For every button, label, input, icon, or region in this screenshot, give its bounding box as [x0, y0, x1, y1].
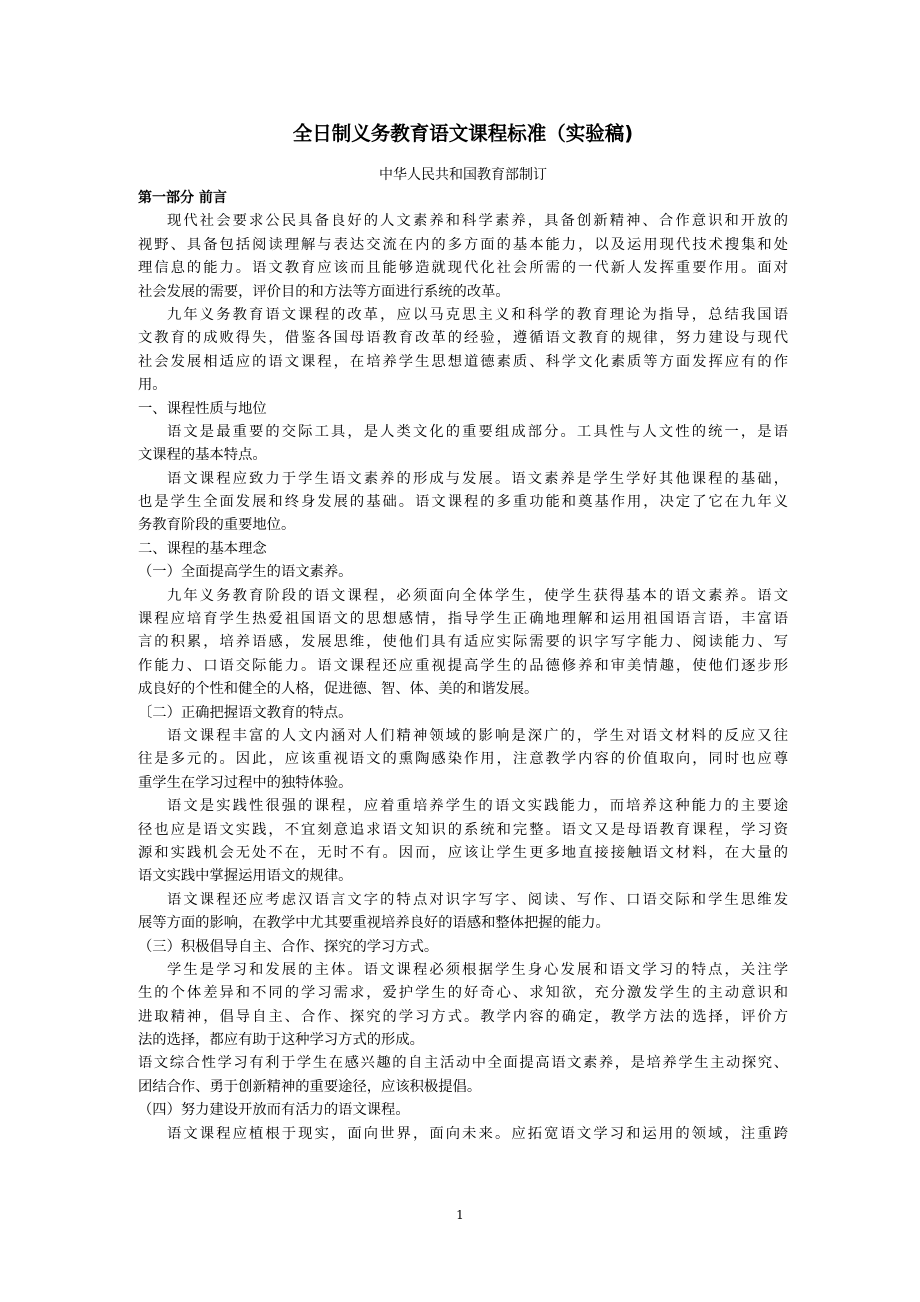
- text-line: 也是学生全面发展和终身发展的基础。语文课程的多重功能和奠基作用，决定了它在九年义: [138, 494, 788, 511]
- text-line: 语文是最重要的交际工具，是人类文化的重要组成部分。工具性与人文性的统一，是语: [167, 423, 788, 440]
- text-line: 语文课程还应考虑汉语言文字的特点对识字写字、阅读、写作、口语交际和学生思维发: [167, 891, 788, 908]
- text-line: 学生是学习和发展的主体。语文课程必须根据学生身心发展和语文学习的特点，关注学: [167, 961, 788, 978]
- text-line: 径也应是语文实践，不宜刻意追求语文知识的系统和完整。语文又是母语教育课程，学习资: [138, 821, 788, 838]
- page-number: 1: [456, 1208, 464, 1222]
- text-line: 语文是实践性很强的课程，应着重培养学生的语文实践能力，而培养这种能力的主要途: [167, 798, 788, 815]
- text-line: （四）努力建设开放而有活力的语文课程。: [138, 1102, 410, 1119]
- text-line: 九年义务教育阶段的语文课程，必须面向全体学生，使学生获得基本的语文素养。语文: [167, 587, 788, 604]
- text-line: 往是多元的。因此，应该重视语文的熏陶感染作用，注意教学内容的价值取向，同时也应尊: [138, 751, 788, 768]
- text-line: 言的积累，培养语感，发展思维，使他们具有适应实际需要的识字写字能力、阅读能力、写: [138, 634, 788, 651]
- text-line: 展等方面的影响，在教学中尤其要重视培养良好的语感和整体把握的能力。: [138, 915, 610, 932]
- text-line: 二、课程的基本理念: [138, 540, 267, 557]
- text-line: 社会发展相适应的语文课程，在培养学生思想道德素质、科学文化素质等方面发挥应有的作: [138, 353, 788, 370]
- document-text: [138, 187, 788, 1146]
- text-line: 社会发展的需要，评价目的和方法等方面进行系统的改革。: [138, 283, 510, 300]
- text-line: 成良好的个性和健全的人格，促进德、智、体、美的和谐发展。: [138, 681, 539, 698]
- text-line: 语文课程丰富的人文内涵对人们精神领域的影响是深广的，学生对语文材料的反应又往: [167, 727, 788, 744]
- text-line: （一）全面提高学生的语文素养。: [138, 564, 353, 581]
- text-line: 〔二）正确把握语文教育的特点。: [138, 704, 353, 721]
- text-line: 务教育阶段的重要地位。: [138, 517, 296, 534]
- text-line: 重学生在学习过程中的独特体验。: [138, 774, 353, 791]
- text-line: 法的选择，都应有助于这种学习方式的形成。: [138, 1032, 424, 1049]
- text-line: （三）积极倡导自主、合作、探究的学习方式。: [138, 938, 439, 955]
- document-title: 全日制义务教育语文课程标准（实验稿): [292, 122, 634, 145]
- text-line: 现代社会要求公民具备良好的人文素养和科学素养，具备创新精神、合作意识和开放的: [167, 213, 788, 230]
- text-line: 语文课程应致力于学生语文素养的形成与发展。语文素养是学生学好其他课程的基础，: [167, 470, 788, 487]
- text-line: 源和实践机会无处不在，无时不有。因而，应该让学生更多地直接接触语文材料，在大量的: [138, 844, 788, 861]
- text-line: 一、课程性质与地位: [138, 400, 267, 417]
- text-line: 作能力、口语交际能力。语文课程还应重视提高学生的品德修养和审美情趣，使他们逐步形: [138, 657, 788, 674]
- text-line: 视野、具备包括阅读理解与表达交流在内的多方面的基本能力，以及运用现代技术搜集和处: [138, 236, 788, 253]
- text-line: 第一部分 前言: [138, 190, 227, 206]
- text-line: 进取精神，倡导自主、合作、探究的学习方式。教学内容的确定，教学方法的选择，评价方: [138, 1008, 788, 1025]
- text-line: 语文课程应植根于现实，面向世界，面向未来。应拓宽语文学习和运用的领域，注重跨: [167, 1125, 788, 1142]
- text-line: 语文综合性学习有利于学生在感兴趣的自主活动中全面提高语文素养，是培养学生主动探究、: [138, 1055, 788, 1072]
- text-line: 语文实践中掌握运用语文的规律。: [138, 868, 353, 885]
- text-line: 生的个体差异和不同的学习需求，爱护学生的好奇心、求知欲，充分激发学生的主动意识和: [138, 985, 788, 1002]
- text-line: 用。: [138, 377, 167, 394]
- text-line: 理信息的能力。语文教育应该而且能够造就现代化社会所需的一代新人发挥重要作用。面对: [138, 260, 788, 277]
- text-line: 文课程的基本特点。: [138, 447, 267, 464]
- text-line: 团结合作、勇于创新精神的重要途径，应该积极提倡。: [138, 1078, 482, 1095]
- document-body: [138, 118, 788, 1146]
- document-subtitle: 中华人民共和国教育部制订: [379, 167, 547, 183]
- text-line: 文教育的成败得失，借鉴各国母语教育改革的经验，遵循语文教育的规律，努力建设与现代: [138, 330, 788, 347]
- text-line: 九年义务教育语文课程的改革，应以马克思主义和科学的教育理论为指导，总结我国语: [167, 306, 788, 323]
- text-line: 课程应培育学生热爱祖国语文的思想感情，指导学生正确地理解和运用祖国语言语，丰富语: [138, 611, 788, 628]
